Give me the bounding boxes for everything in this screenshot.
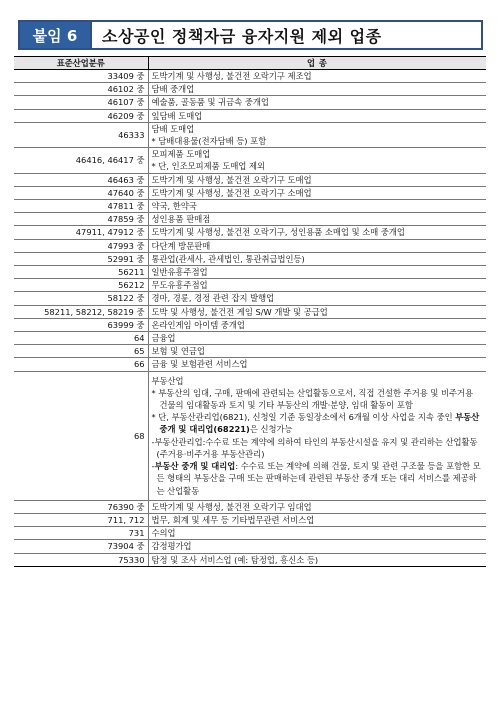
table-row — [14, 70, 486, 83]
industry-code: 46416, 46417 중 — [14, 148, 148, 173]
industry-description — [148, 226, 486, 239]
industry-code: 47993 중 — [14, 239, 148, 252]
real-estate-sub-2: -부동산 중개 및 대리업: 수수료 또는 계약에 의해 건물, 토지 및 관련 구조물 등을 포함한 모든 형태의 부동산을 구매 또는 판매하는데 관련된 부동산 중개 또는 대리 서비스를 제공하는 산업활동 — [151, 461, 481, 496]
industry-code: 46209 중 — [14, 109, 148, 122]
column-header-industry: 업 종 — [148, 57, 486, 70]
industry-line: 경마, 경륜, 경정 관련 잡지 발행업 — [151, 293, 275, 304]
page-title: 소상공인 정책자금 융자지원 제외 업종 — [102, 26, 382, 46]
industry-description — [148, 122, 486, 147]
table-row — [14, 358, 486, 371]
table-row — [14, 500, 486, 513]
industry-line: 금융 및 보험관련 서비스업 — [151, 359, 248, 370]
table-row — [14, 292, 486, 305]
industry-code: 33409 중 — [14, 70, 148, 83]
industry-code: 47859 중 — [14, 213, 148, 226]
industry-description — [148, 500, 486, 513]
table-row — [14, 332, 486, 345]
industry-code: 46333 — [14, 122, 148, 147]
industry-code: 56212 — [14, 279, 148, 292]
table-row — [14, 83, 486, 96]
table-row — [14, 148, 486, 173]
industry-description — [148, 305, 486, 318]
industry-line: 온라인게임 아이템 중개업 — [151, 319, 245, 330]
industry-line: 도박기계 및 사행성, 불건전 오락기구, 성인용품 소매업 및 소매 중개업 — [151, 227, 405, 238]
industry-description — [148, 186, 486, 199]
industry-description — [148, 371, 486, 500]
table-row — [14, 96, 486, 109]
industry-code: 63999 중 — [14, 318, 148, 331]
table-row — [14, 186, 486, 199]
industry-description — [148, 109, 486, 122]
industry-line: 통관업(관세사, 관세법인, 통관취급법인등) — [151, 253, 305, 264]
industry-description — [148, 513, 486, 526]
table-row — [14, 109, 486, 122]
industry-code: 58122 중 — [14, 292, 148, 305]
industry-code: 731 — [14, 527, 148, 540]
excluded-industries-table — [14, 56, 486, 567]
real-estate-sub-1: -부동산관리업:수수료 또는 계약에 의하여 타인의 부동산시설을 유지 및 관리하는 산업활동(주거용·비주거용 부동산관리) — [151, 436, 478, 459]
industry-description — [148, 148, 486, 173]
industry-code: 46102 중 — [14, 83, 148, 96]
industry-description — [148, 96, 486, 109]
industry-code: 65 — [14, 345, 148, 358]
industry-line: 보험 및 연금업 — [151, 346, 205, 357]
table-row — [14, 305, 486, 318]
industry-code: 56211 — [14, 266, 148, 279]
table-row — [14, 122, 486, 147]
industry-line: 법무, 회계 및 세무 등 기타법무관련 서비스업 — [151, 514, 315, 525]
industry-line: 성인용품 판매점 — [151, 214, 211, 225]
table-row — [14, 527, 486, 540]
table-row — [14, 226, 486, 239]
table-row — [14, 213, 486, 226]
industry-description — [148, 553, 486, 566]
industry-line: 도박기계 및 사행성, 불건전 오락기구 임대업 — [151, 501, 312, 512]
table-header-row — [14, 57, 486, 70]
table-row — [14, 513, 486, 526]
table-row — [14, 553, 486, 566]
industry-code: 47640 중 — [14, 186, 148, 199]
table-row — [14, 279, 486, 292]
industry-code: 75330 — [14, 553, 148, 566]
industry-line: * 담배대용물(전자담배 등) 포함 — [151, 136, 267, 147]
industry-description — [148, 318, 486, 331]
table-row — [14, 200, 486, 213]
table-row-real-estate — [14, 371, 486, 500]
industry-code: 46107 중 — [14, 96, 148, 109]
industry-code: 68 — [14, 371, 148, 500]
industry-code: 66 — [14, 358, 148, 371]
appendix-badge: 붙임 6 — [20, 22, 92, 48]
industry-description — [148, 200, 486, 213]
industry-code: 58211, 58212, 58219 중 — [14, 305, 148, 318]
industry-line: 도박기계 및 사행성, 불건전 오락기구 도매업 — [151, 174, 312, 185]
industry-code: 64 — [14, 332, 148, 345]
industry-line: 탐정 및 조사 서비스업 (예: 탐정업, 흥신소 등) — [151, 554, 319, 565]
table-row — [14, 252, 486, 265]
industry-line: 도박기계 및 사행성, 불건전 오락기구 소매업 — [151, 187, 312, 198]
real-estate-note-2: * 단, 부동산관리업(6821), 신청일 기준 동일장소에서 6개월 이상 사업을 지속 중인 부동산 중개 및 대리업(68221)은 신청가능 — [151, 412, 480, 435]
industry-line: 도박 및 사행성, 불건전 게임 S/W 개발 및 공급업 — [151, 306, 328, 317]
industry-line: 무도유흥주점업 — [151, 280, 208, 291]
industry-line: 담배 중개업 — [151, 84, 195, 95]
industry-description — [148, 292, 486, 305]
industry-description — [148, 540, 486, 553]
industry-line: 감정평가업 — [151, 541, 192, 552]
industry-line: * 단, 인조모피제품 도매업 제외 — [151, 161, 266, 172]
title-bar — [18, 20, 483, 50]
industry-code: 52991 중 — [14, 252, 148, 265]
industry-line: 담배 도매업 — [151, 123, 195, 134]
industry-code: 711, 712 — [14, 513, 148, 526]
industry-code: 46463 중 — [14, 173, 148, 186]
industry-line: 수의업 — [151, 528, 176, 539]
table-row — [14, 345, 486, 358]
industry-code: 76390 중 — [14, 500, 148, 513]
industry-line: 약국, 한약국 — [151, 201, 197, 212]
industry-description — [148, 173, 486, 186]
industry-description — [148, 332, 486, 345]
industry-code: 47911, 47912 중 — [14, 226, 148, 239]
industry-line: 모피제품 도매업 — [151, 149, 211, 160]
industry-line: 도박기계 및 사행성, 불건전 오락기구 제조업 — [151, 71, 312, 81]
table-row — [14, 318, 486, 331]
industry-description — [148, 252, 486, 265]
industry-description — [148, 358, 486, 371]
industry-code: 47811 중 — [14, 200, 148, 213]
industry-description — [148, 83, 486, 96]
table-row — [14, 266, 486, 279]
table-row — [14, 173, 486, 186]
table-row — [14, 239, 486, 252]
real-estate-title: 부동산업 — [151, 375, 184, 386]
industry-description — [148, 527, 486, 540]
industry-description — [148, 266, 486, 279]
industry-line: 예술품, 골동품 및 귀금속 중개업 — [151, 97, 269, 108]
industry-description — [148, 70, 486, 83]
industry-code: 73904 중 — [14, 540, 148, 553]
real-estate-note-1: * 부동산의 임대, 구매, 판매에 관련되는 산업활동으로서, 직접 건설한 주거용 및 비주거용 건물의 임대활동과 토지 및 기타 부동산의 개발·분양, 임대 활동이 포함 — [151, 387, 474, 411]
industry-line: 잎담배 도매업 — [151, 110, 203, 121]
column-header-code: 표준산업분류 — [14, 57, 148, 70]
industry-line: 일반유흥주점업 — [151, 267, 208, 278]
table-row — [14, 540, 486, 553]
industry-description — [148, 279, 486, 292]
industry-description — [148, 213, 486, 226]
industry-description — [148, 345, 486, 358]
industry-line: 다단계 방문판매 — [151, 240, 211, 251]
industry-description — [148, 239, 486, 252]
industry-line: 금융업 — [151, 333, 176, 344]
